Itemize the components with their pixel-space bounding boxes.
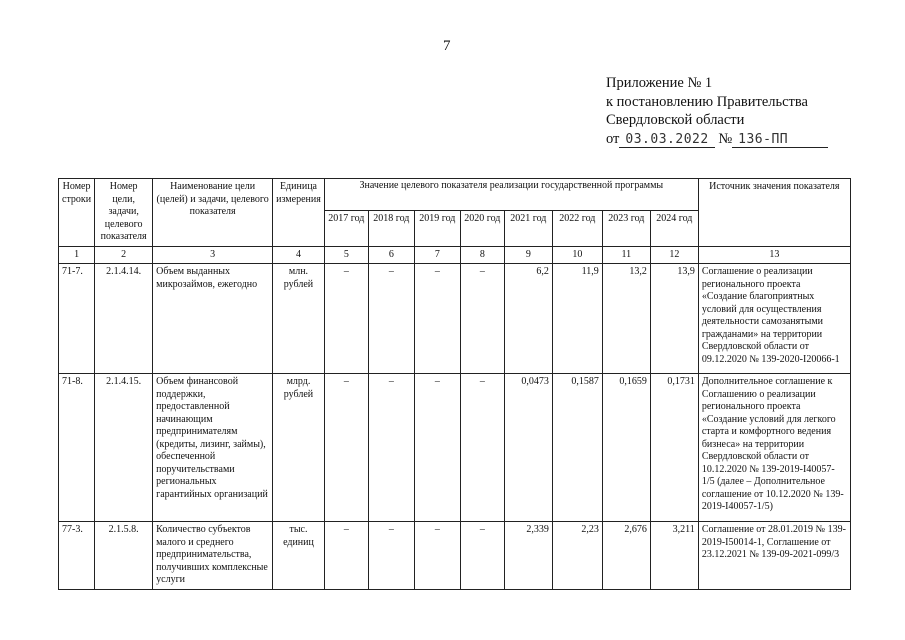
value-2021: 0,0473 — [504, 374, 552, 522]
appendix-line-3: Свердловской области — [606, 112, 745, 128]
table-row — [59, 264, 851, 374]
header-name: Наименование цели (целей) и задачи, целевого показателя — [153, 179, 273, 247]
value-2018: – — [368, 374, 414, 522]
value-2018: – — [368, 264, 414, 374]
value-2019: – — [414, 264, 460, 374]
header-year: 2017 год — [324, 210, 368, 246]
header-year: 2020 год — [460, 210, 504, 246]
indicator-name: Объем финансовой поддержки, предоставленной начинающим предпринимателям (кредиты, лизинг, займы), обеспеченной поручительствами региональных гарантийных организаций — [153, 374, 273, 522]
value-2024: 0,1731 — [650, 374, 698, 522]
header-year: 2022 год — [552, 210, 602, 246]
column-number: 10 — [552, 246, 602, 264]
value-2024: 3,211 — [650, 522, 698, 590]
goal-number: 2.1.5.8. — [95, 522, 153, 590]
value-2020: – — [460, 374, 504, 522]
value-2021: 6,2 — [504, 264, 552, 374]
source: Соглашение от 28.01.2019 № 139-2019-I50014-1, Соглашение от 23.12.2021 № 139-09-2021-099/3 — [698, 522, 850, 590]
column-number: 6 — [368, 246, 414, 264]
column-number: 1 — [59, 246, 95, 264]
number-prefix: № — [718, 130, 733, 147]
value-2023: 0,1659 — [602, 374, 650, 522]
appendix-line-2: к постановлению Правительства — [606, 93, 808, 110]
appendix-line-1: Приложение № 1 — [606, 75, 713, 91]
header-source: Источник значения показателя — [698, 179, 850, 247]
header-year: 2018 год — [368, 210, 414, 246]
source: Соглашение о реализации регионального проекта «Создание благоприятных условий для осуществления деятельности самозанятыми гражданами» на территории Свердловской области от 09.12.2020 № 139-2020-I20066-1 — [698, 264, 850, 374]
column-number: 2 — [95, 246, 153, 264]
appendix-date-line — [606, 130, 866, 150]
value-2019: – — [414, 522, 460, 590]
source: Дополнительное соглашение к Соглашению о реализации регионального проекта «Создание условий для легкого старта и комфортного ведения бизнеса» на территории Свердловской области от 10.12.2020 № 139-2019-I40057-1/5 (далее – Дополнительное соглашение от 10.12.2020 № 139-2019-I40057-1/5) — [698, 374, 850, 522]
resolution-date: 03.03.2022 — [619, 132, 714, 148]
column-number: 4 — [273, 246, 325, 264]
value-2017: – — [324, 264, 368, 374]
value-2021: 2,339 — [504, 522, 552, 590]
column-number: 13 — [698, 246, 850, 264]
column-number: 9 — [504, 246, 552, 264]
header-row-no: Номер строки — [59, 179, 95, 247]
value-2020: – — [460, 522, 504, 590]
column-number: 11 — [602, 246, 650, 264]
value-2022: 2,23 — [552, 522, 602, 590]
column-number: 5 — [324, 246, 368, 264]
unit: млн. рублей — [273, 264, 325, 374]
header-year: 2024 год — [650, 210, 698, 246]
value-2023: 2,676 — [602, 522, 650, 590]
value-2017: – — [324, 522, 368, 590]
value-2020: – — [460, 264, 504, 374]
header-year: 2019 год — [414, 210, 460, 246]
page-number: 7 — [443, 38, 451, 54]
column-number: 8 — [460, 246, 504, 264]
appendix-header — [606, 74, 866, 149]
header-unit: Единица измерения — [273, 179, 325, 247]
unit: млрд. рублей — [273, 374, 325, 522]
header-year: 2021 год — [504, 210, 552, 246]
value-2024: 13,9 — [650, 264, 698, 374]
unit: тыс. единиц — [273, 522, 325, 590]
column-number: 3 — [153, 246, 273, 264]
header-year: 2023 год — [602, 210, 650, 246]
column-numbers-row — [59, 246, 851, 264]
row-number: 77-3. — [59, 522, 95, 590]
table-row — [59, 374, 851, 522]
value-2019: – — [414, 374, 460, 522]
indicator-name: Количество субъектов малого и среднего предпринимательства, получивших комплексные услуги — [153, 522, 273, 590]
value-2017: – — [324, 374, 368, 522]
table-row — [59, 522, 851, 590]
value-2022: 11,9 — [552, 264, 602, 374]
goal-number: 2.1.4.15. — [95, 374, 153, 522]
value-2018: – — [368, 522, 414, 590]
header-row — [59, 179, 851, 211]
row-number: 71-7. — [59, 264, 95, 374]
column-number: 7 — [414, 246, 460, 264]
header-goal-no: Номер цели, задачи, целевого показателя — [95, 179, 153, 247]
value-2022: 0,1587 — [552, 374, 602, 522]
indicators-table — [58, 178, 851, 590]
indicator-name: Объем выданных микрозаймов, ежегодно — [153, 264, 273, 374]
header-values-group: Значение целевого показателя реализации государственной программы — [324, 179, 698, 211]
value-2023: 13,2 — [602, 264, 650, 374]
column-number: 12 — [650, 246, 698, 264]
goal-number: 2.1.4.14. — [95, 264, 153, 374]
resolution-number: 136-ПП — [732, 132, 828, 148]
date-prefix: от — [606, 130, 620, 147]
row-number: 71-8. — [59, 374, 95, 522]
